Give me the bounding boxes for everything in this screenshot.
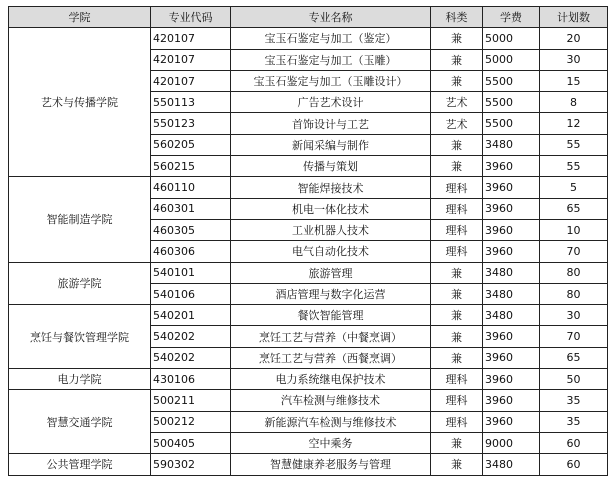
category-cell: 理科: [431, 219, 483, 240]
category-cell: 理科: [431, 241, 483, 262]
category-cell: 兼: [431, 262, 483, 283]
major-name-cell: 宝玉石鉴定与加工（鉴定）: [231, 28, 431, 49]
header-category: 科类: [431, 7, 483, 28]
major-code-cell: 550113: [151, 92, 231, 113]
plan-count-cell: 55: [540, 156, 608, 177]
major-name-cell: 传播与策划: [231, 156, 431, 177]
major-name-cell: 酒店管理与数字化运营: [231, 283, 431, 304]
major-name-cell: 机电一体化技术: [231, 198, 431, 219]
plan-count-cell: 10: [540, 219, 608, 240]
major-code-cell: 500212: [151, 411, 231, 432]
plan-count-cell: 35: [540, 390, 608, 411]
college-cell: 公共管理学院: [9, 454, 151, 475]
category-cell: 兼: [431, 432, 483, 453]
major-name-cell: 烹饪工艺与营养（西餐烹调）: [231, 347, 431, 368]
major-code-cell: 560205: [151, 134, 231, 155]
table-row: [9, 177, 608, 198]
major-name-cell: 电力系统继电保护技术: [231, 369, 431, 390]
tuition-cell: 3960: [483, 369, 540, 390]
table-row: [9, 262, 608, 283]
tuition-cell: 3480: [483, 283, 540, 304]
major-name-cell: 电气自动化技术: [231, 241, 431, 262]
college-cell: 智能制造学院: [9, 177, 151, 262]
tuition-cell: 5000: [483, 49, 540, 70]
tuition-cell: 5500: [483, 70, 540, 91]
tuition-cell: 5500: [483, 113, 540, 134]
tuition-cell: 5500: [483, 92, 540, 113]
major-code-cell: 560215: [151, 156, 231, 177]
plan-count-cell: 35: [540, 411, 608, 432]
plan-count-cell: 60: [540, 454, 608, 475]
plan-count-cell: 8: [540, 92, 608, 113]
major-code-cell: 540106: [151, 283, 231, 304]
table-row: [9, 390, 608, 411]
enrollment-plan-table: [8, 6, 608, 476]
header-plan: 计划数: [540, 7, 608, 28]
major-name-cell: 新闻采编与制作: [231, 134, 431, 155]
category-cell: 兼: [431, 283, 483, 304]
category-cell: 理科: [431, 411, 483, 432]
major-code-cell: 540201: [151, 305, 231, 326]
tuition-cell: 3960: [483, 411, 540, 432]
header-row: [9, 7, 608, 28]
category-cell: 兼: [431, 134, 483, 155]
major-code-cell: 500405: [151, 432, 231, 453]
major-code-cell: 460306: [151, 241, 231, 262]
tuition-cell: 3480: [483, 134, 540, 155]
major-name-cell: 广告艺术设计: [231, 92, 431, 113]
major-code-cell: 430106: [151, 369, 231, 390]
category-cell: 兼: [431, 49, 483, 70]
major-name-cell: 首饰设计与工艺: [231, 113, 431, 134]
tuition-cell: 3960: [483, 177, 540, 198]
major-name-cell: 宝玉石鉴定与加工（玉雕）: [231, 49, 431, 70]
major-name-cell: 烹饪工艺与营养（中餐烹调）: [231, 326, 431, 347]
major-name-cell: 旅游管理: [231, 262, 431, 283]
category-cell: 艺术: [431, 113, 483, 134]
category-cell: 理科: [431, 177, 483, 198]
header-college: 学院: [9, 7, 151, 28]
plan-count-cell: 80: [540, 283, 608, 304]
major-code-cell: 590302: [151, 454, 231, 475]
plan-count-cell: 15: [540, 70, 608, 91]
college-cell: 智慧交通学院: [9, 390, 151, 454]
table-body: [9, 28, 608, 475]
category-cell: 兼: [431, 305, 483, 326]
major-name-cell: 餐饮智能管理: [231, 305, 431, 326]
plan-count-cell: 70: [540, 326, 608, 347]
plan-count-cell: 55: [540, 134, 608, 155]
category-cell: 理科: [431, 390, 483, 411]
category-cell: 理科: [431, 369, 483, 390]
header-fee: 学费: [483, 7, 540, 28]
plan-count-cell: 12: [540, 113, 608, 134]
category-cell: 兼: [431, 70, 483, 91]
category-cell: 理科: [431, 198, 483, 219]
major-code-cell: 420107: [151, 28, 231, 49]
tuition-cell: 3480: [483, 262, 540, 283]
table-row: [9, 305, 608, 326]
major-name-cell: 汽车检测与维修技术: [231, 390, 431, 411]
tuition-cell: 3960: [483, 347, 540, 368]
category-cell: 兼: [431, 156, 483, 177]
tuition-cell: 9000: [483, 432, 540, 453]
major-code-cell: 540101: [151, 262, 231, 283]
table-row: [9, 28, 608, 49]
major-name-cell: 智慧健康养老服务与管理: [231, 454, 431, 475]
major-code-cell: 420107: [151, 70, 231, 91]
tuition-cell: 3480: [483, 454, 540, 475]
category-cell: 兼: [431, 347, 483, 368]
plan-count-cell: 50: [540, 369, 608, 390]
major-name-cell: 工业机器人技术: [231, 219, 431, 240]
plan-count-cell: 70: [540, 241, 608, 262]
plan-count-cell: 30: [540, 305, 608, 326]
college-cell: 电力学院: [9, 369, 151, 390]
major-code-cell: 460305: [151, 219, 231, 240]
tuition-cell: 5000: [483, 28, 540, 49]
header-code: 专业代码: [151, 7, 231, 28]
category-cell: 兼: [431, 454, 483, 475]
category-cell: 艺术: [431, 92, 483, 113]
tuition-cell: 3960: [483, 326, 540, 347]
college-cell: 艺术与传播学院: [9, 28, 151, 177]
header-major: 专业名称: [231, 7, 431, 28]
college-cell: 旅游学院: [9, 262, 151, 305]
major-code-cell: 460301: [151, 198, 231, 219]
major-code-cell: 550123: [151, 113, 231, 134]
major-code-cell: 420107: [151, 49, 231, 70]
table-row: [9, 454, 608, 475]
table-row: [9, 369, 608, 390]
tuition-cell: 3480: [483, 305, 540, 326]
tuition-cell: 3960: [483, 219, 540, 240]
plan-count-cell: 60: [540, 432, 608, 453]
tuition-cell: 3960: [483, 198, 540, 219]
major-code-cell: 500211: [151, 390, 231, 411]
category-cell: 兼: [431, 28, 483, 49]
college-cell: 烹饪与餐饮管理学院: [9, 305, 151, 369]
tuition-cell: 3960: [483, 241, 540, 262]
major-name-cell: 宝玉石鉴定与加工（玉雕设计）: [231, 70, 431, 91]
major-name-cell: 智能焊接技术: [231, 177, 431, 198]
tuition-cell: 3960: [483, 390, 540, 411]
major-code-cell: 460110: [151, 177, 231, 198]
tuition-cell: 3960: [483, 156, 540, 177]
plan-count-cell: 5: [540, 177, 608, 198]
plan-count-cell: 20: [540, 28, 608, 49]
major-code-cell: 540202: [151, 347, 231, 368]
major-name-cell: 新能源汽车检测与维修技术: [231, 411, 431, 432]
plan-count-cell: 80: [540, 262, 608, 283]
plan-count-cell: 30: [540, 49, 608, 70]
category-cell: 兼: [431, 326, 483, 347]
plan-count-cell: 65: [540, 347, 608, 368]
major-name-cell: 空中乘务: [231, 432, 431, 453]
major-code-cell: 540202: [151, 326, 231, 347]
plan-count-cell: 65: [540, 198, 608, 219]
